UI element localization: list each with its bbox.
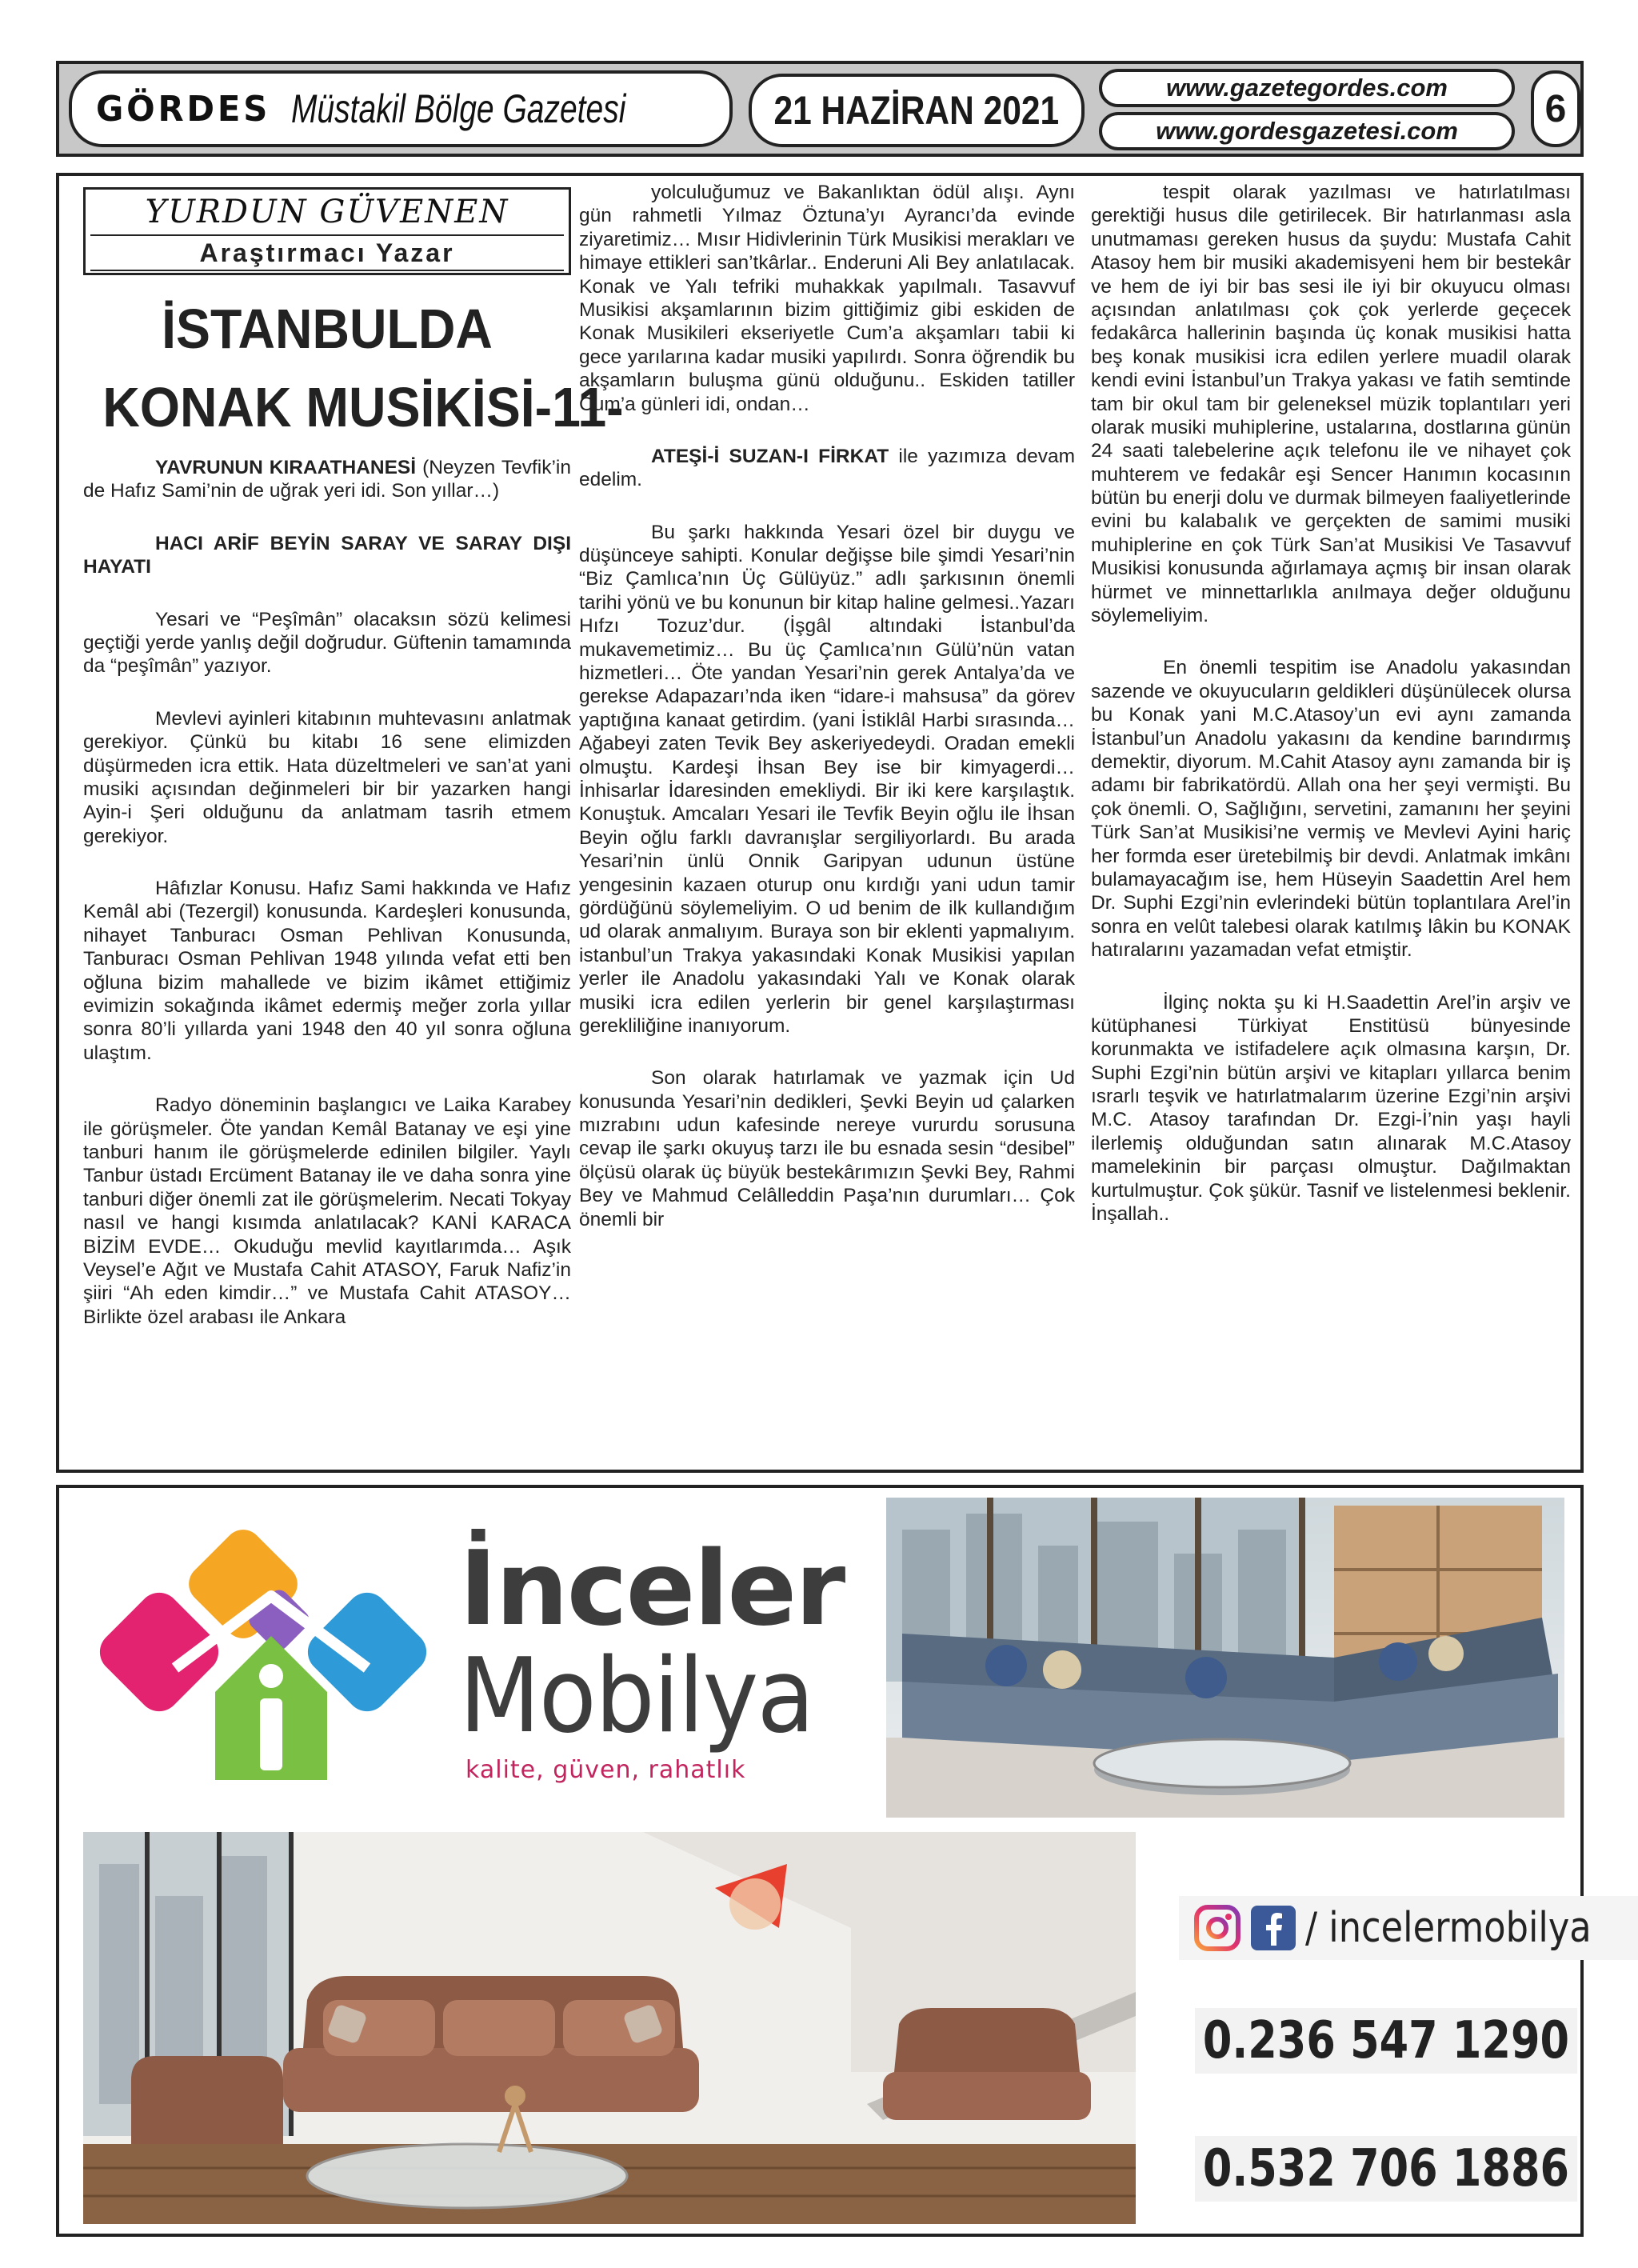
- website-link-2[interactable]: www.gordesgazetesi.com: [1099, 112, 1515, 150]
- article-paragraph: İlginç nokta şu ki H.Saadettin Arel’in arşiv ve kütüphanesi Türkiyat Enstitüsü bünyesinde korunmakta ve istifadelere açık olmasına karşın, Dr. Suphi Ezgi’nin bütün arşivi ve kitapları yıllarca benim ısrarlı teşvik ve hatırlatmalarım üzerine Ezgi’nin arşivi M.C. Atasoy tarafından Dr. Ezgi-İ’nin yaşı hayli ilerlemiş olduğundan satın alınarak M.C.Atasoy mamelekinin bir parçası olmuştur. Dağılmaktan kurtulmuştur. Çok şükür. Tasnif ve listelenmesi beklenir. İnşallah..: [1091, 991, 1571, 1226]
- ad-brand-name: İnceler: [459, 1530, 845, 1649]
- article-paragraph: YAVRUNUN KIRAATHANESİ (Neyzen Tevfik’in de Hafız Sami’nin de uğrak yeri idi. Son yıllar…): [83, 457, 571, 502]
- advertisement: [56, 1485, 1592, 2237]
- phone-number-2[interactable]: 0.532 706 1886: [1195, 2136, 1577, 2202]
- masthead: [56, 61, 1584, 157]
- article-column-2: [579, 181, 1075, 1260]
- article-paragraph: [83, 532, 571, 579]
- ad-brand: [459, 1530, 875, 1784]
- article-paragraph: Son olarak hatırlamak ve yazmak için Ud konusunda Yesari’nin dedikleri, Şevki Beyin ud çalarken mızrabını udun kafesinde nereye vururdu sorusuna cevap ile şarkı okuyuş tarzı ile bu esnada sesin “desibel” ölçüsü olarak üç büyük bestekârımızın Şevki Bey, Rahmi Bey ve Mahmud Celâlleddin Paşa’nın durumları… Çok önemli bir: [579, 1067, 1075, 1230]
- article-paragraph: Hâfızlar Konusu. Hafız Sami hakkında ve Hafız Kemâl abi (Tezergil) konusunda. Kardeşleri konusunda, nihayet Tanburacı Osman Pehlivan Konusunda, Tanburacı Osman Pehlivan 1948 yılında vefat etti ben oğluna bizim mahallede ve bizim ikâmet ettiğimiz evimizin sokağında ikâmet edermiş meğer zorla yıllar sonra 80’li yıllarda yani 1948 den 40 yıl sonra oğluna ulaştım.: [83, 878, 571, 1064]
- social-media[interactable]: [1179, 1896, 1638, 1960]
- author-role: Araştırmacı Yazar: [90, 234, 564, 271]
- paragraph-heading: ATEŞİ-İ SUZAN-I FİRKAT: [651, 445, 889, 467]
- phone-number-1[interactable]: 0.236 547 1290: [1195, 2008, 1577, 2074]
- article: [56, 173, 1584, 1473]
- article-paragraph: Yesari ve “Peşîmân” olacaksın sözü kelimesi geçtiği yerde yanlış değil doğrudur. Güftenin tamamında da “peşîmân” yazıyor.: [83, 608, 571, 678]
- social-handle: / incelermobilya: [1305, 1904, 1592, 1952]
- house-logo-icon: [83, 1520, 459, 1808]
- newspaper-name-box: [69, 70, 733, 147]
- paragraph-heading: YAVRUNUN KIRAATHANESİ: [155, 457, 417, 478]
- article-paragraph: Bu şarkı hakkında Yesari özel bir duygu ve düşünceye sahipti. Konular değişse bile şimdi Yesari’nin “Biz Çamlıca’nın Üç Gülüyüz.” adlı şarkısının önemli tarihi yönü ve bu konunun bir kitap haline gelmesi..Yazarı Hıfzı Tozuz’dur. (İşgâl altındaki İstanbul’da mukavemetimiz… Bu üç Çamlıca’nın Gülü’nün vatan hizmetleri… Öte yandan Yesari’nin gerek Antalya’da ve gerekse Adapazarı’nda iken “idare-i mahsusa” da görev yaptığına kanaat getirdim. (yani İstiklâl Harbi sırasında… Ağabeyi zaten Tevik Bey askeriyedeydi. Oradan emekli olmuştu. Kardeşi İhsan Bey ise bir kimyagerdi… İnhisarlar İdaresinden emekliydi. Bir iki kere karşılaştık. Konuştuk. Amcaları Yesari ile Tevfik Beyin oğlu ile İhsan Beyin oğlu farklı davranışlar sergiliyorlardı. Bu arada Yesari’nin ünlü Onnik Garipyan udunun üstüne yengesinin kazaen oturup onu kırdığı yani udun tamir gördüğünü söylemeliyim. O ud benim de ilk kullandığım ud olarak anmalıyım. Buraya son bir eklenti yapmalıyım. istanbul’un Trakya yakasındaki Konak Musikisi yapılan yerler ile Anadolu yakasındaki Yalı ve Konak olarak musiki icra edilen yerlerin bir genel karşılaştırması gerekliliğine inanıyorum.: [579, 521, 1075, 1037]
- page-number-box: [1531, 70, 1580, 147]
- paragraph-heading: HACI ARİF BEYİN SARAY VE SARAY DIŞI HAYATI: [83, 532, 571, 578]
- page-number: 6: [1544, 87, 1567, 130]
- instagram-icon[interactable]: [1193, 1904, 1241, 1952]
- ad-brand-type: Mobilya: [459, 1637, 813, 1757]
- newspaper-subtitle: Müstakil Bölge Gazetesi: [290, 86, 626, 131]
- article-paragraph: ATEŞİ-İ SUZAN-I FİRKAT ile yazımıza devam edelim.: [579, 445, 1075, 491]
- article-paragraph: tespit olarak yazılması ve hatırlatılması gerektiği husus dile getirilecek. Bir hatırlanması asla unutmaması gereken husus da şuydu: Mustafa Cahit Atasoy hem bir musiki akademisyeni hem bir bestekâr ve hem de iyi bir bas sesi ile iyi bir okuyucu olması açısından anlatılması çok çok yerlerde geçecek fedakârca hallerinin başında üç konak musikisi hatta beş konak musikisi icra edilen yerlere muadil olarak kendi evini İstanbul’un Trakya yakası ve fatih semtinde tam bir okul tam bir geleneksel müzik toplantıları yeri olarak musiki muhiplerine, ustalarına, dostlarına günün 24 saati talebelerine açık telefonu ile ve nihayet çok muhterem ve fedakâr eşi Sencer Hanımın kocasının bütün bu enerji dolu ve durmak bilmeyen faaliyetlerinde evini bu kalabalık ve gerçekten de samimi musiki muhiplerine en çok Türk San’at Musikisi Ve Tasavvuf Musikisi konusunda ağırlamaya açmış bir insan olarak hürmet ve minnettarlıkla anılmaya değer olduğunu söylemeliyim.: [1091, 182, 1571, 627]
- article-column-1: [83, 187, 624, 1358]
- author-name: YURDUN GÜVENEN: [145, 194, 509, 230]
- issue-date-box: [749, 74, 1085, 147]
- ad-contact: [1139, 1832, 1592, 2232]
- author-box: [83, 187, 571, 275]
- article-paragraph: Radyo döneminin başlangıcı ve Laika Karabey ile görüşmeler. Öte yandan Kemâl Batanay ve eşi yine tanburi hanım ile görüşmelerde edinilen bilgiler. Yaylı Tanbur üstadı Ercüment Batanay ile ve daha sonra yine tanburi diğer önemli zat ile görüşmelerim. Necati Tokyay nasıl ve hangi kısımda anlatılacak? KANİ KARACA BİZİM EVDE… Okuduğu mevlid kayıtlarımda… Aşık Veysel’e Ağıt ve Mustafa Cahit ATASOY, Faruk Nafiz’in şiiri “Ah eden kimdir…” ve Mustafa Cahit ATASOY… Birlikte özel arabası ile Ankara: [83, 1094, 571, 1328]
- facebook-icon[interactable]: [1249, 1904, 1297, 1952]
- article-paragraph: yolculuğumuz ve Bakanlıktan ödül alışı. Aynı gün rahmetli Yılmaz Öztuna’yı Ayrancı’da evinde ziyaretimiz… Mısır Hidivlerinin Türk Musikisi merakları ve himaye ettikleri san’tkârlar.. Enderuni Ali Bey anlatılacak. Konak ve Yalı tefriki muhakkak yapılmalı. Tasavvuf Musikisi akşamlarının bizim gittiğimiz gibi eskiden de Konak Musikileri ekseriyetle Cum’a akşamları tabii ki gece yarılarına kadar musiki yapılırdı. Sonra öğrendik bu akşamların buluşma günü olduğunu.. Eskiden tatiller Cum’a günleri idi, ondan…: [579, 182, 1075, 415]
- article-paragraph: Mevlevi ayinleri kitabının muhtevasını anlatmak gerekiyor. Çünkü bu kitabı 16 sene elimizden düşürmeden icra ettik. Hata düzeltmeleri ve san’at yani musiki açısından değinmeleri bir bir yazarken hangi Ayin-i Şeri olduğunu da anlatmam tasrih etmem gerekiyor.: [83, 707, 571, 847]
- newspaper-brand: GÖRDES: [96, 88, 271, 130]
- sofa-photo-1: [886, 1498, 1564, 1818]
- sofa-photo-2: [83, 1832, 1136, 2224]
- issue-date: 21 HAZİRAN 2021: [773, 88, 1060, 133]
- website-link-1[interactable]: www.gazetegordes.com: [1099, 69, 1515, 107]
- article-headline: İSTANBULDA KONAK MUSİKİSİ-11-: [102, 298, 624, 438]
- ad-tagline: kalite, güven, rahatlık: [465, 1755, 746, 1784]
- article-column-3: [1091, 181, 1571, 1254]
- article-paragraph: En önemli tespitim ise Anadolu yakasından sazende ve okuyucuların geldikleri düşünülecek olursa bu Konak yani M.C.Atasoy’un evi aynı zamanda İstanbul’un Anadolu yakasını da kendine barındırmış demektir, diyorum. M.Cahit Atasoy aynı zamanda bir iş adamı bir fabrikatördü. Allah ona her şeyi vermişti. Bu çok önemli. O, Sağlığını, servetini, zamanını her şeyini Türk San’at Musikisi’ne vermiş ve Mevlevi Ayini hariç her formda eser üretebilmiş bir devdi. Anlatmak imkânı bulamayacağım ise, hem Hüseyin Saadettin Arel hem Dr. Suphi Ezgi’nin evlerindeki bütün toplantılara Arel’in sonra en velût talebesi olarak katılmış lâkin bu KONAK hatıralarını yazamadan vefat etmiştir.: [1091, 657, 1571, 962]
